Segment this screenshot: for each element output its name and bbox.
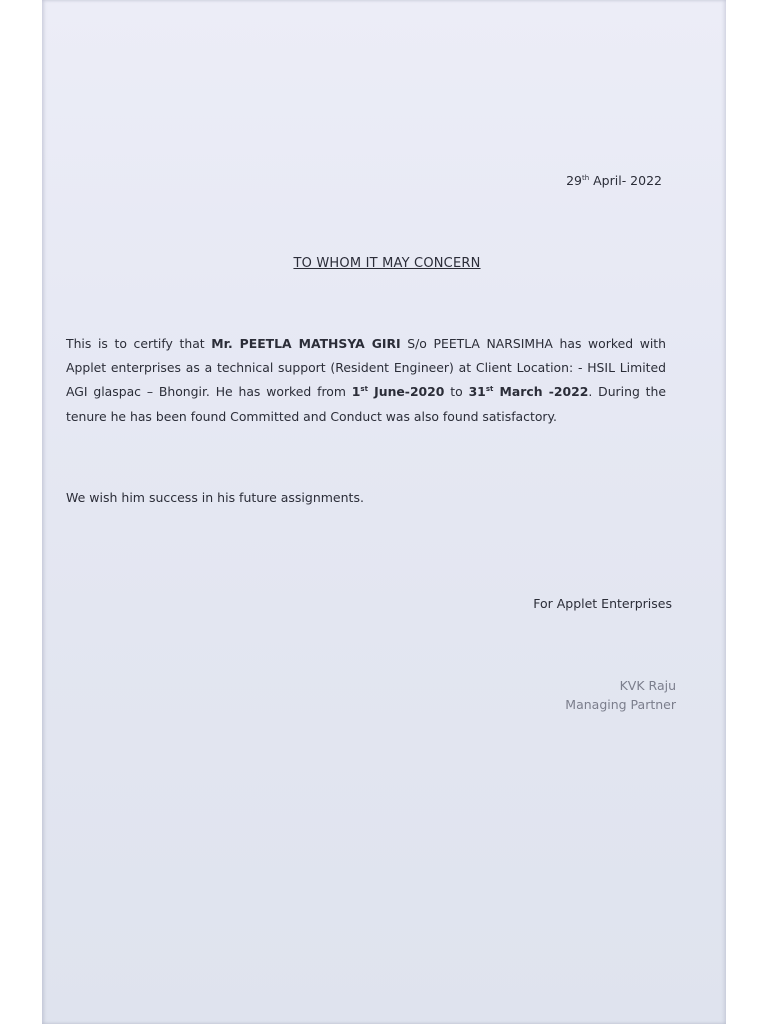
certificate-body: [66, 332, 666, 429]
date-rest: April- 2022: [589, 173, 662, 188]
start-date: [352, 384, 445, 399]
date-day: 29: [566, 173, 582, 188]
end-day: 31: [468, 384, 486, 400]
end-suffix: st: [485, 385, 494, 394]
employee-name: Mr. PEETLA MATHSYA GIRI: [211, 336, 401, 351]
signatory-block: [565, 676, 676, 714]
body-text-4: . During the tenure he has been found Committed and Conduct was also found satisfactory.: [66, 384, 666, 424]
date-suffix: th: [581, 174, 590, 182]
start-day: 1: [351, 384, 361, 400]
signatory-name: KVK Raju: [619, 678, 676, 693]
letter-page: [42, 0, 726, 1024]
start-rest: June-2020: [367, 384, 445, 400]
end-date: [469, 384, 589, 399]
closing-wish: We wish him success in his future assignments.: [66, 490, 364, 505]
body-text-1: This is to certify that: [66, 336, 212, 351]
letter-date: [566, 173, 662, 188]
for-company: For Applet Enterprises: [533, 596, 672, 611]
start-suffix: st: [360, 385, 368, 394]
signatory-title: Managing Partner: [565, 697, 676, 712]
end-rest: March -2022: [493, 384, 589, 400]
body-text-2: S/o PEETLA NARSIMHA has worked with Applet enterprises as a technical support (Resident Engineer) at Client Location: - HSIL Limited AGI glaspac – Bhongir. He has worked from: [66, 336, 666, 400]
letter-title: TO WHOM IT MAY CONCERN: [293, 256, 481, 271]
body-text-3: to: [444, 384, 469, 400]
